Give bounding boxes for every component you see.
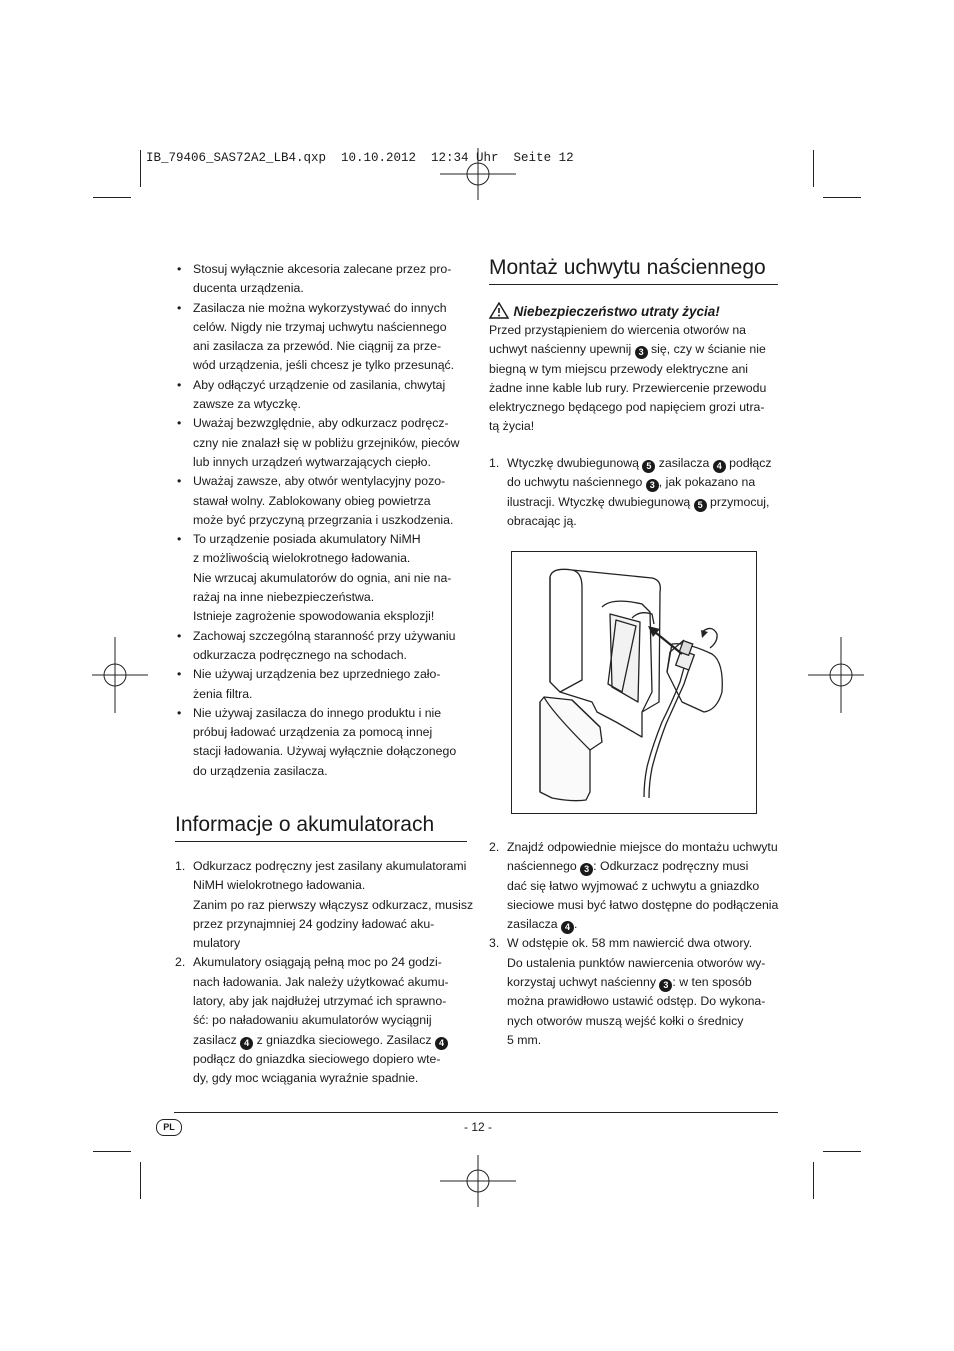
ref-badge: 4 — [713, 460, 726, 473]
ref-badge: 5 — [694, 499, 707, 512]
list-item: • Uważaj zawsze, aby otwór wentylacyjny pozo- stawał wolny. Zablokowany obieg powietrza może być przyczyną przegrzania i uszkodzenia. — [175, 472, 467, 530]
list-item: • Stosuj wyłącznie akcesoria zalecane przez pro- ducenta urządzenia. — [175, 260, 467, 299]
crop-mark — [813, 1162, 814, 1199]
list-item: • Zasilacza nie można wykorzystywać do innych celów. Nigdy nie trzymaj uchwytu naściennego ani zasilacza za przewód. Nie ciągnij za prze- wód urządzenia, jeśli chcesz je tylko przesunąć. — [175, 299, 467, 376]
wall-mount-illustration — [511, 551, 757, 814]
list-item: • Zachowaj szczególną staranność przy używaniu odkurzacza podręcznego na schodach. — [175, 627, 467, 666]
crop-mark — [140, 150, 141, 187]
battery-steps — [175, 857, 474, 1089]
warning-heading: Niebezpieczeństwo utraty życia! — [489, 302, 720, 321]
crop-mark — [823, 1151, 861, 1152]
ref-badge: 3 — [659, 979, 672, 992]
list-item: • Uważaj bezwzględnie, aby odkurzacz podręcz- czny nie znalazł się w pobliżu grzejników, pieców lub innych urządzeń wytwarzających ciepło. — [175, 414, 467, 472]
mount-step-2-3 — [489, 838, 781, 1050]
ref-badge: 3 — [635, 346, 648, 359]
crop-mark — [93, 197, 131, 198]
list-item: 2. Akumulatory osiągają pełną moc po 24 godzi- nach ładowania. Jak należy użytkować akumu- latory, aby jak najdłużej utrzymać ich sprawno- ść: po naładowaniu akumulatorów wyciągnij zasilacz 4 z gniazdka sieciowego. Zasilacz 4 podłącz do gniazdka sieciowego dopiero wte- dy, gdy moc wciągania wyraźnie spadnie. — [175, 955, 449, 1086]
crop-mark — [140, 1162, 141, 1199]
ref-badge: 3 — [580, 863, 593, 876]
list-item: 1. Wtyczkę dwubiegunową 5 zasilacza 4 podłącz do uchwytu naściennego 3 , jak pokazano na ilustracji. Wtyczkę dwubiegunową 5 przymocuj, obracając ją. — [489, 456, 772, 528]
list-item: 3. W odstępie ok. 58 mm nawiercić dwa otwory. Do ustalenia punktów nawiercenia otworów wy- korzystaj uchwyt naścienny 3 : w ten sposób można prawidłowo ustawić odstęp. Do wykona- nych otworów muszą wejść kołki o średnicy 5 mm. — [489, 936, 766, 1047]
ref-badge: 3 — [646, 479, 659, 492]
list-item: 2. Znajdź odpowiednie miejsce do montażu uchwytu naściennego 3 : Odkurzacz podręczny musi dać się łatwo wyjmować z uchwytu a gniazdko sieciowe musi być łatwo dostępne do podłączenia zasilacza 4 . — [489, 840, 779, 933]
footer-divider — [174, 1112, 778, 1113]
left-column — [175, 260, 467, 781]
list-item: • To urządzenie posiada akumulatory NiMH z możliwością wielokrotnego ładowania. Nie wrzucaj akumulatorów do ognia, ani nie na- rażaj na inne niebezpieczeństwa. Istnieje zagrożenie spowodowania eksplozji! — [175, 530, 467, 626]
crop-mark — [93, 1151, 131, 1152]
registration-mark-icon — [808, 637, 864, 713]
print-slug: IB_79406_SAS72A2_LB4.qxp 10.10.2012 12:34 Uhr Seite 12 — [146, 151, 574, 165]
crop-mark — [823, 197, 861, 198]
warning-text: Przed przystąpieniem do wiercenia otworów na uchwyt naścienny upewnij 3 się, czy w ścianie nie biegną w tym miejscu przewody elektryczne ani żadne inne kable lub rury. Przewiercenie przewodu elektrycznego będącego pod napięciem grozi utra- tą życia! — [489, 323, 767, 434]
registration-mark-icon — [92, 637, 148, 713]
list-item: • Aby odłączyć urządzenie od zasilania, chwytaj zawsze za wtyczkę. — [175, 376, 467, 415]
ref-badge: 4 — [435, 1037, 448, 1050]
registration-mark-icon — [440, 1143, 516, 1219]
list-item: 1. Odkurzacz podręczny jest zasilany akumulatorami NiMH wielokrotnego ładowania. Zanim po raz pierwszy włączysz odkurzacz, musisz przez przynajmniej 24 godziny ładować aku- mulatory — [175, 859, 474, 951]
list-item: • Nie używaj zasilacza do innego produktu i nie próbuj ładować urządzenia za pomocą innej stacji ładowania. Używaj wyłącznie dołączonego do urządzenia zasilacza. — [175, 704, 467, 781]
warning-triangle-icon — [489, 302, 509, 319]
language-badge: PL — [156, 1119, 182, 1136]
registration-mark-icon — [440, 136, 516, 212]
mount-step-1 — [489, 454, 781, 531]
section-title-wall-mount: Montaż uchwytu naściennego — [489, 255, 778, 285]
ref-badge: 5 — [642, 460, 655, 473]
ref-badge: 4 — [240, 1037, 253, 1050]
crop-mark — [813, 150, 814, 187]
safety-bullet-list — [175, 260, 467, 781]
ref-badge: 4 — [561, 921, 574, 934]
section-title-batteries: Informacje o akumulatorach — [175, 812, 467, 842]
wall-mount-drawing — [512, 552, 756, 813]
page-number: - 12 - — [463, 1120, 492, 1134]
list-item: • Nie używaj urządzenia bez uprzedniego zało- żenia filtra. — [175, 665, 467, 704]
